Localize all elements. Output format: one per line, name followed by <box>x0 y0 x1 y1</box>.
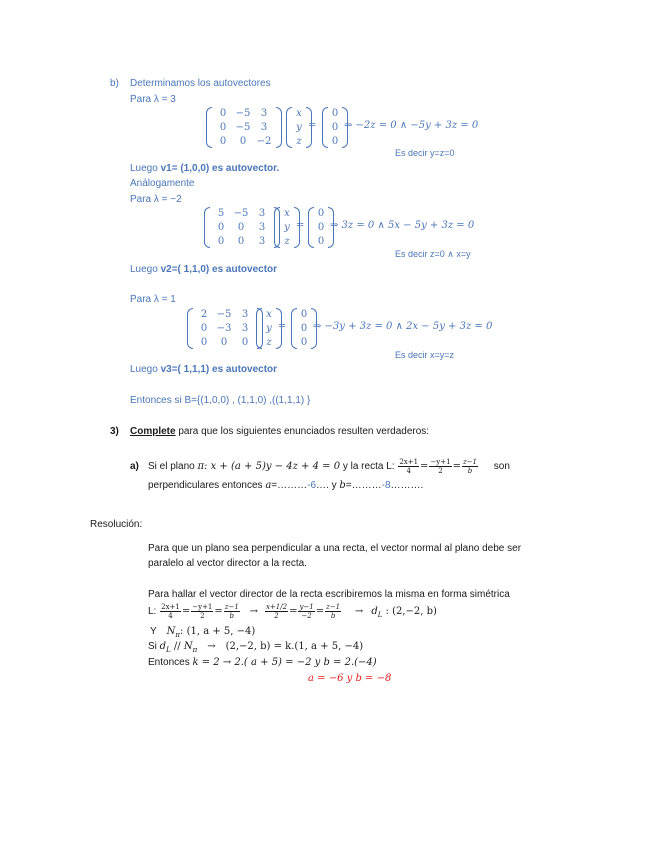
equation-tail-2: ⇒ 3z = 0 ∧ 5x − 5y + 3z = 0 <box>330 220 475 231</box>
q3a-label: a) <box>130 461 139 472</box>
luego-v1: Luego v1= (1,0,0) es autovector. <box>130 163 280 174</box>
resolucion-title: Resolución: <box>90 519 143 530</box>
equals-2: = <box>296 220 305 231</box>
vector-xyz-3: x y z <box>256 308 282 349</box>
res-parallel-line: Si $d_L // N_\pi \to (2,-2$, b) = k.(1, a + 5, −4) <box>148 641 364 654</box>
partb-title: Determinamos los autovectores <box>130 78 271 89</box>
es-decir-1: Es decir y=z=0 <box>395 148 455 158</box>
res-entonces-line: Entonces k = 2 → 2.( a + 5) = −2 y b = 2.(−4) <box>148 657 377 668</box>
res-normal-line: Y $N_\pi$: (1, a + 5, −4) <box>150 626 256 639</box>
equals-3: = <box>278 321 287 332</box>
equation-tail-1: ⇒ −2z = 0 ∧ −5y + 3z = 0 <box>344 120 479 131</box>
matrix-lambda-3: 0 −5 3 0 −5 3 0 0 −2 <box>206 107 282 148</box>
es-decir-3: Es decir x=y=z <box>395 350 455 360</box>
partb-label: b) <box>110 78 119 89</box>
equation-tail-3: ⇒ −3y + 3z = 0 ∧ 2x − 5y + 3z = 0 <box>313 321 493 332</box>
res-final-answer: a = −6 y b = −8 <box>308 673 392 684</box>
q3a-line2: perpendiculares entonces a=………-6…. y b=………-8………. <box>148 480 424 491</box>
equals-1: = <box>308 120 317 131</box>
res-paragraph-3: Para hallar el vector director de la recta escribiremos la misma en forma simétrica <box>148 589 510 600</box>
es-decir-2: Es decir z=0 ∧ x=y <box>395 249 471 259</box>
luego-v3: Luego v3=( 1,1,1) es autovector <box>130 364 278 375</box>
fill-b-answer: -8 <box>381 480 391 491</box>
vector-xyz-1: x y z <box>286 107 312 148</box>
analogamente: Análogamente <box>130 178 195 189</box>
res-symmetric-line: L: $\frac{2x+1}{4}$ = $\frac{-y+1}{2}$ = $\frac{z-1}{b}$ → $\frac{x+1/2}{2}$ = $\frac{y-1}{-2}$ = $\frac{z-1}{b}$ → $d_L$ : (2,−2, b) <box>148 603 437 620</box>
res-paragraph-1: Para que un plano sea perpendicular a una recta, el vector normal al plano debe ser <box>148 543 522 554</box>
matrix-lambda-1: 2 −5 3 0 −3 3 0 0 0 <box>187 308 263 349</box>
vector-zero-3: 0 0 0 <box>291 308 317 349</box>
entonces-basis: Entonces si B={(1,0,0) , (1,1,0) ,((1,1,1) } <box>130 395 311 406</box>
vector-xyz-2: x y z <box>274 207 300 248</box>
res-paragraph-2: paralelo al vector director a la recta. <box>148 558 307 569</box>
q3-number: 3) <box>110 426 119 437</box>
vector-zero-2: 0 0 0 <box>308 207 334 248</box>
para-lambda-1: Para λ = 1 <box>130 294 176 305</box>
luego-v2: Luego v2=( 1,1,0) es autovector <box>130 264 278 275</box>
vector-zero-1: 0 0 0 <box>322 107 348 148</box>
fill-a-answer: -6 <box>307 480 317 491</box>
para-lambda-minus2: Para λ = −2 <box>130 194 182 205</box>
para-lambda-3: Para λ = 3 <box>130 94 176 105</box>
matrix-lambda-minus2: 5 −5 3 0 0 3 0 0 3 <box>204 207 280 248</box>
q3a-line1: Si el plano π: x + (a + 5)y − 4z + 4 = 0 y la recta L: $\frac{2x+1}{4}$ = $\frac{-y+1}{2}$ = $\frac{z-1}{b}$ son <box>148 458 510 475</box>
q3-statement: Complete para que los siguientes enunciados resulten verdaderos: <box>130 426 430 437</box>
